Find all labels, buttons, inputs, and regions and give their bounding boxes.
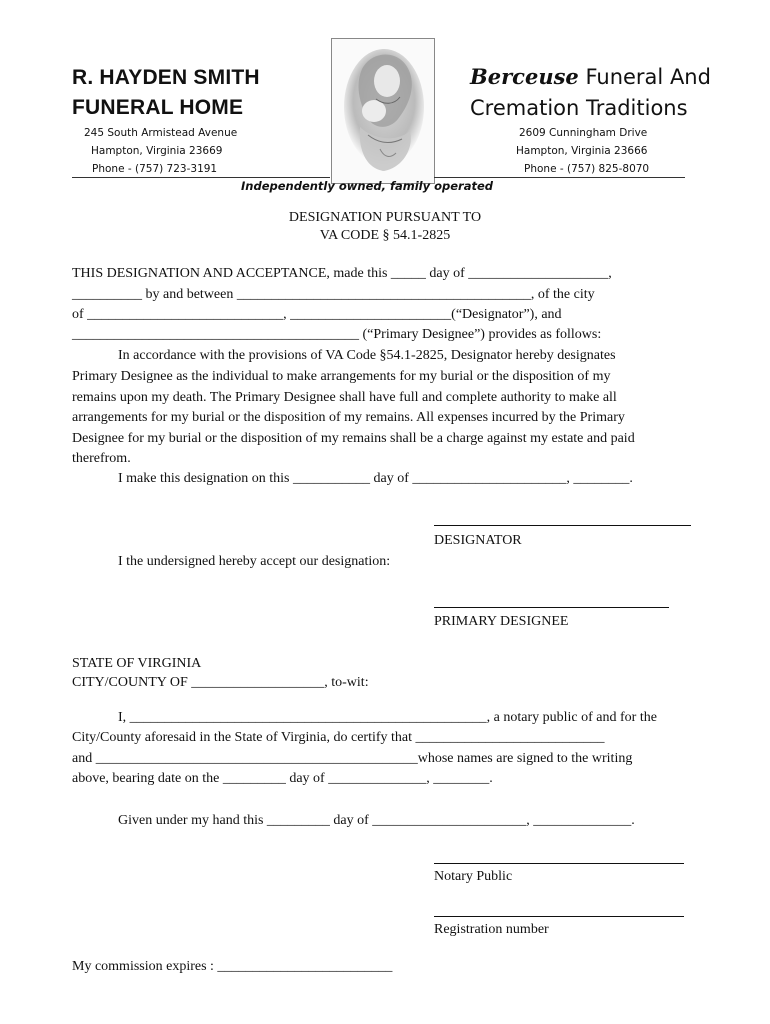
tagline: Independently owned, family operated [241,179,494,193]
doc-title-line1: DESIGNATION PURSUANT TO [288,210,482,225]
notary-line2: City/County aforesaid in the State of Virginia, do certify that ___________________________ [72,730,605,745]
county-line: CITY/COUNTY OF ___________________, to-wit: [72,675,369,690]
right-home-phone: Phone - (757) 825-8070 [524,163,650,175]
designation-date-line: I make this designation on this ___________ day of ______________________, ________. [118,471,633,486]
logo-image [331,38,435,184]
body-line3: remains upon my death. The Primary Designee shall have full and complete authority to make all [72,390,617,405]
right-home-name-line2: Cremation Traditions [470,96,688,120]
body-line1: In accordance with the provisions of VA Code §54.1-2825, Designator hereby designates [118,348,616,363]
acceptance-statement: I the undersigned hereby accept our designation: [118,554,391,569]
primary-designee-label: PRIMARY DESIGNEE [434,614,569,629]
notary-line1: I, ___________________________________________________, a notary public of and for the [118,710,657,725]
header-rule-left [72,177,330,178]
body-line4: arrangements for my burial or the disposition of my remains. All expenses incurred by the Primary [72,410,625,425]
opening-line1: THIS DESIGNATION AND ACCEPTANCE, made this _____ day of ____________________, [72,266,612,281]
registration-number-label: Registration number [434,922,549,937]
opening-line2: __________ by and between __________________________________________, of the city [72,287,595,302]
left-home-name-line2: FUNERAL HOME [72,96,244,119]
opening-line4: _________________________________________ (“Primary Designee”) provides as follows: [72,327,602,342]
right-home-line1-rest: Funeral And [578,65,711,89]
right-home-name-line1 [470,64,711,89]
given-under-hand-line: Given under my hand this _________ day of ______________________, ______________. [118,813,635,828]
designator-label: DESIGNATOR [434,533,522,548]
designator-signature-line[interactable] [434,525,691,526]
notary-line3: and ______________________________________________whose names are signed to the writing [72,751,633,766]
state-heading: STATE OF VIRGINIA [72,656,202,671]
notary-line4: above, bearing date on the _________ day of ______________, ________. [72,771,493,786]
designee-signature-line[interactable] [434,607,669,608]
left-home-phone: Phone - (757) 723-3191 [92,163,218,175]
body-line2: Primary Designee as the individual to make arrangements for my burial or the disposition of my [72,369,611,384]
right-home-city: Hampton, Virginia 23666 [516,145,648,157]
body-line6: therefrom. [72,451,131,466]
left-home-city: Hampton, Virginia 23669 [91,145,223,157]
notary-public-label: Notary Public [434,869,513,884]
left-home-name-line1: R. HAYDEN SMITH [72,66,260,89]
doc-title-line2: VA CODE § 54.1-2825 [319,228,451,243]
notary-signature-line[interactable] [434,863,684,864]
right-home-address: 2609 Cunningham Drive [519,127,648,139]
registration-number-line[interactable] [434,916,684,917]
left-home-address: 245 South Armistead Avenue [84,127,238,139]
berceuse-brand: Berceuse [470,64,579,89]
commission-expires-line: My commission expires : _________________________ [72,959,393,974]
opening-line3: of ____________________________, _______________________(“Designator”), and [72,307,562,322]
header-rule-right [434,177,685,178]
body-line5: Designee for my burial or the disposition of my remains shall be a charge against my estate and paid [72,431,635,446]
mother-child-sketch-icon [332,39,434,183]
